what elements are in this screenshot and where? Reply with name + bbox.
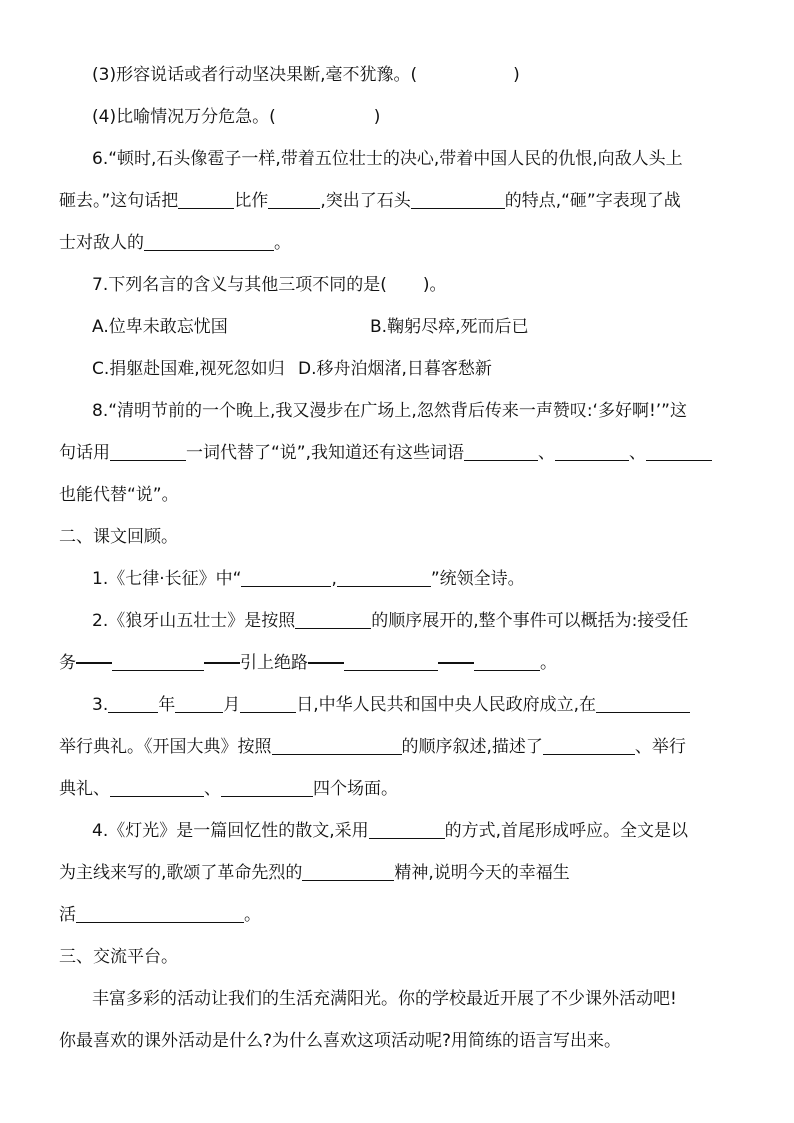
- question-4: [92, 106, 380, 128]
- question-text: 、: [204, 779, 221, 799]
- question-text: 一词代替了“说”,我知道还有这些词语: [186, 443, 465, 463]
- answer-blank[interactable]: [76, 905, 244, 923]
- question-text: 也能代替“说”。: [59, 485, 179, 505]
- question-text: 的方式,首尾形成呼应。全文是以: [444, 821, 689, 841]
- answer-blank[interactable]: [110, 443, 186, 461]
- question-6-line-3: [59, 232, 291, 254]
- question-text: 比作: [234, 191, 269, 211]
- recall-question-4-line-3: [59, 904, 261, 926]
- question-text: 士对敌人的: [59, 233, 144, 253]
- question-text: 的特点,“砸”字表现了战: [504, 191, 681, 211]
- question-text: 引上绝路: [240, 653, 308, 673]
- question-text: 8.“清明节前的一个晚上,我又漫步在广场上,忽然背后传来一声赞叹:‘多好啊!’”这: [92, 401, 687, 421]
- question-6-line-1: [92, 148, 683, 170]
- question-text: ,突出了石头: [320, 191, 411, 211]
- question-text: 2.《狼牙山五壮士》是按照: [92, 611, 296, 631]
- question-text: 的顺序叙述,描述了: [401, 737, 543, 757]
- answer-blank[interactable]: [272, 737, 402, 755]
- question-text: 。: [244, 905, 261, 925]
- option-c[interactable]: [92, 358, 285, 380]
- question-text: 。: [540, 653, 557, 673]
- question-text: 日,中华人民共和国中央人民政府成立,在: [296, 695, 597, 715]
- question-text: 为主线来写的,歌颂了革命先烈的: [59, 863, 303, 883]
- question-text: 活: [59, 905, 76, 925]
- answer-blank[interactable]: [240, 695, 296, 713]
- question-text: 年: [158, 695, 176, 715]
- answer-blank[interactable]: [268, 191, 320, 209]
- question-8-line-2: [59, 442, 712, 464]
- question-text: 7.下列名言的含义与其他三项不同的是(: [92, 275, 387, 295]
- question-text: 。: [274, 233, 291, 253]
- section-3-heading: [59, 946, 178, 968]
- answer-blank[interactable]: [411, 191, 505, 209]
- question-text: 的顺序展开的,整个事件可以概括为:接受任: [371, 611, 689, 631]
- dash-separator: [204, 652, 240, 664]
- recall-question-1: [92, 568, 525, 590]
- question-text: (4)比喻情况万分危急。(: [92, 107, 276, 127]
- answer-blank[interactable]: [596, 695, 690, 713]
- answer-blank[interactable]: [302, 863, 394, 881]
- recall-question-2-line-2: [59, 652, 557, 674]
- answer-blank[interactable]: [295, 611, 371, 629]
- option-label: C.捐躯赴国难,视死忽如归: [92, 359, 285, 379]
- recall-question-2-line-1: [92, 610, 688, 632]
- option-label: B.鞠躬尽瘁,死而后已: [370, 317, 529, 337]
- question-text: 精神,说明今天的幸福生: [394, 863, 570, 883]
- question-text: 1.《七律·长征》中“: [92, 569, 242, 589]
- question-text: ”统领全诗。: [430, 569, 525, 589]
- answer-blank[interactable]: [337, 569, 431, 587]
- exchange-prompt-line-1: [92, 988, 677, 1010]
- question-text: ,: [331, 569, 337, 589]
- question-text: (3)形容说话或者行动坚决果断,毫不犹豫。(: [92, 65, 418, 85]
- question-text: 4.《灯光》是一篇回忆性的散文,采用: [92, 821, 369, 841]
- option-a[interactable]: [92, 316, 228, 338]
- question-8-line-1: [92, 400, 687, 422]
- question-6-line-2: [59, 190, 681, 212]
- recall-question-3-line-3: [59, 778, 398, 800]
- question-text: 典礼、: [59, 779, 110, 799]
- answer-blank[interactable]: [241, 569, 331, 587]
- exchange-prompt-line-2: [59, 1030, 621, 1052]
- option-label: A.位卑未敢忘忧国: [92, 317, 228, 337]
- question-3: [92, 64, 520, 86]
- question-text: 句话用: [59, 443, 110, 463]
- dash-separator: [76, 652, 112, 664]
- question-text: 6.“顿时,石头像雹子一样,带着五位壮士的决心,带着中国人民的仇恨,向敌人头上: [92, 149, 683, 169]
- option-b[interactable]: [370, 316, 528, 338]
- question-8-line-3: [59, 484, 179, 506]
- question-7: [92, 274, 447, 296]
- prompt-text: 丰富多彩的活动让我们的生活充满阳光。你的学校最近开展了不少课外活动吧!: [92, 989, 677, 1009]
- dash-separator: [308, 652, 344, 664]
- recall-question-4-line-1: [92, 820, 688, 842]
- option-d[interactable]: [298, 358, 492, 380]
- answer-blank[interactable]: [221, 779, 313, 797]
- answer-blank[interactable]: [543, 737, 635, 755]
- question-text: 、举行: [634, 737, 686, 757]
- recall-question-4-line-2: [59, 862, 570, 884]
- question-text: 月: [223, 695, 241, 715]
- answer-blank[interactable]: [178, 191, 234, 209]
- question-text: 务: [59, 653, 76, 673]
- paren-close: ): [513, 65, 520, 85]
- answer-blank[interactable]: [464, 443, 538, 461]
- answer-blank[interactable]: [474, 653, 540, 671]
- answer-blank[interactable]: [646, 443, 712, 461]
- dash-separator: [438, 652, 474, 664]
- answer-blank[interactable]: [369, 821, 445, 839]
- prompt-text: 你最喜欢的课外活动是什么?为什么喜欢这项活动呢?用简练的语言写出来。: [59, 1031, 622, 1051]
- question-text: 、: [629, 443, 647, 463]
- question-text: 四个场面。: [313, 779, 398, 799]
- answer-blank[interactable]: [555, 443, 629, 461]
- section-heading: 二、课文回顾。: [59, 527, 178, 547]
- section-heading: 三、交流平台。: [59, 947, 178, 967]
- section-2-heading: [59, 526, 178, 548]
- question-text: )。: [422, 275, 447, 295]
- answer-blank[interactable]: [110, 779, 204, 797]
- answer-blank[interactable]: [144, 233, 274, 251]
- answer-blank[interactable]: [344, 653, 438, 671]
- paren-close: ): [373, 107, 381, 127]
- answer-blank[interactable]: [108, 695, 158, 713]
- answer-blank[interactable]: [112, 653, 204, 671]
- question-text: 、: [538, 443, 556, 463]
- question-text: 砸去。”这句话把: [59, 191, 179, 211]
- question-text: 3.: [92, 695, 109, 715]
- option-label: D.移舟泊烟渚,日暮客愁新: [298, 359, 492, 379]
- answer-blank[interactable]: [175, 695, 223, 713]
- recall-question-3-line-1: [92, 694, 690, 716]
- question-text: 举行典礼。《开国大典》按照: [59, 737, 272, 757]
- recall-question-3-line-2: [59, 736, 686, 758]
